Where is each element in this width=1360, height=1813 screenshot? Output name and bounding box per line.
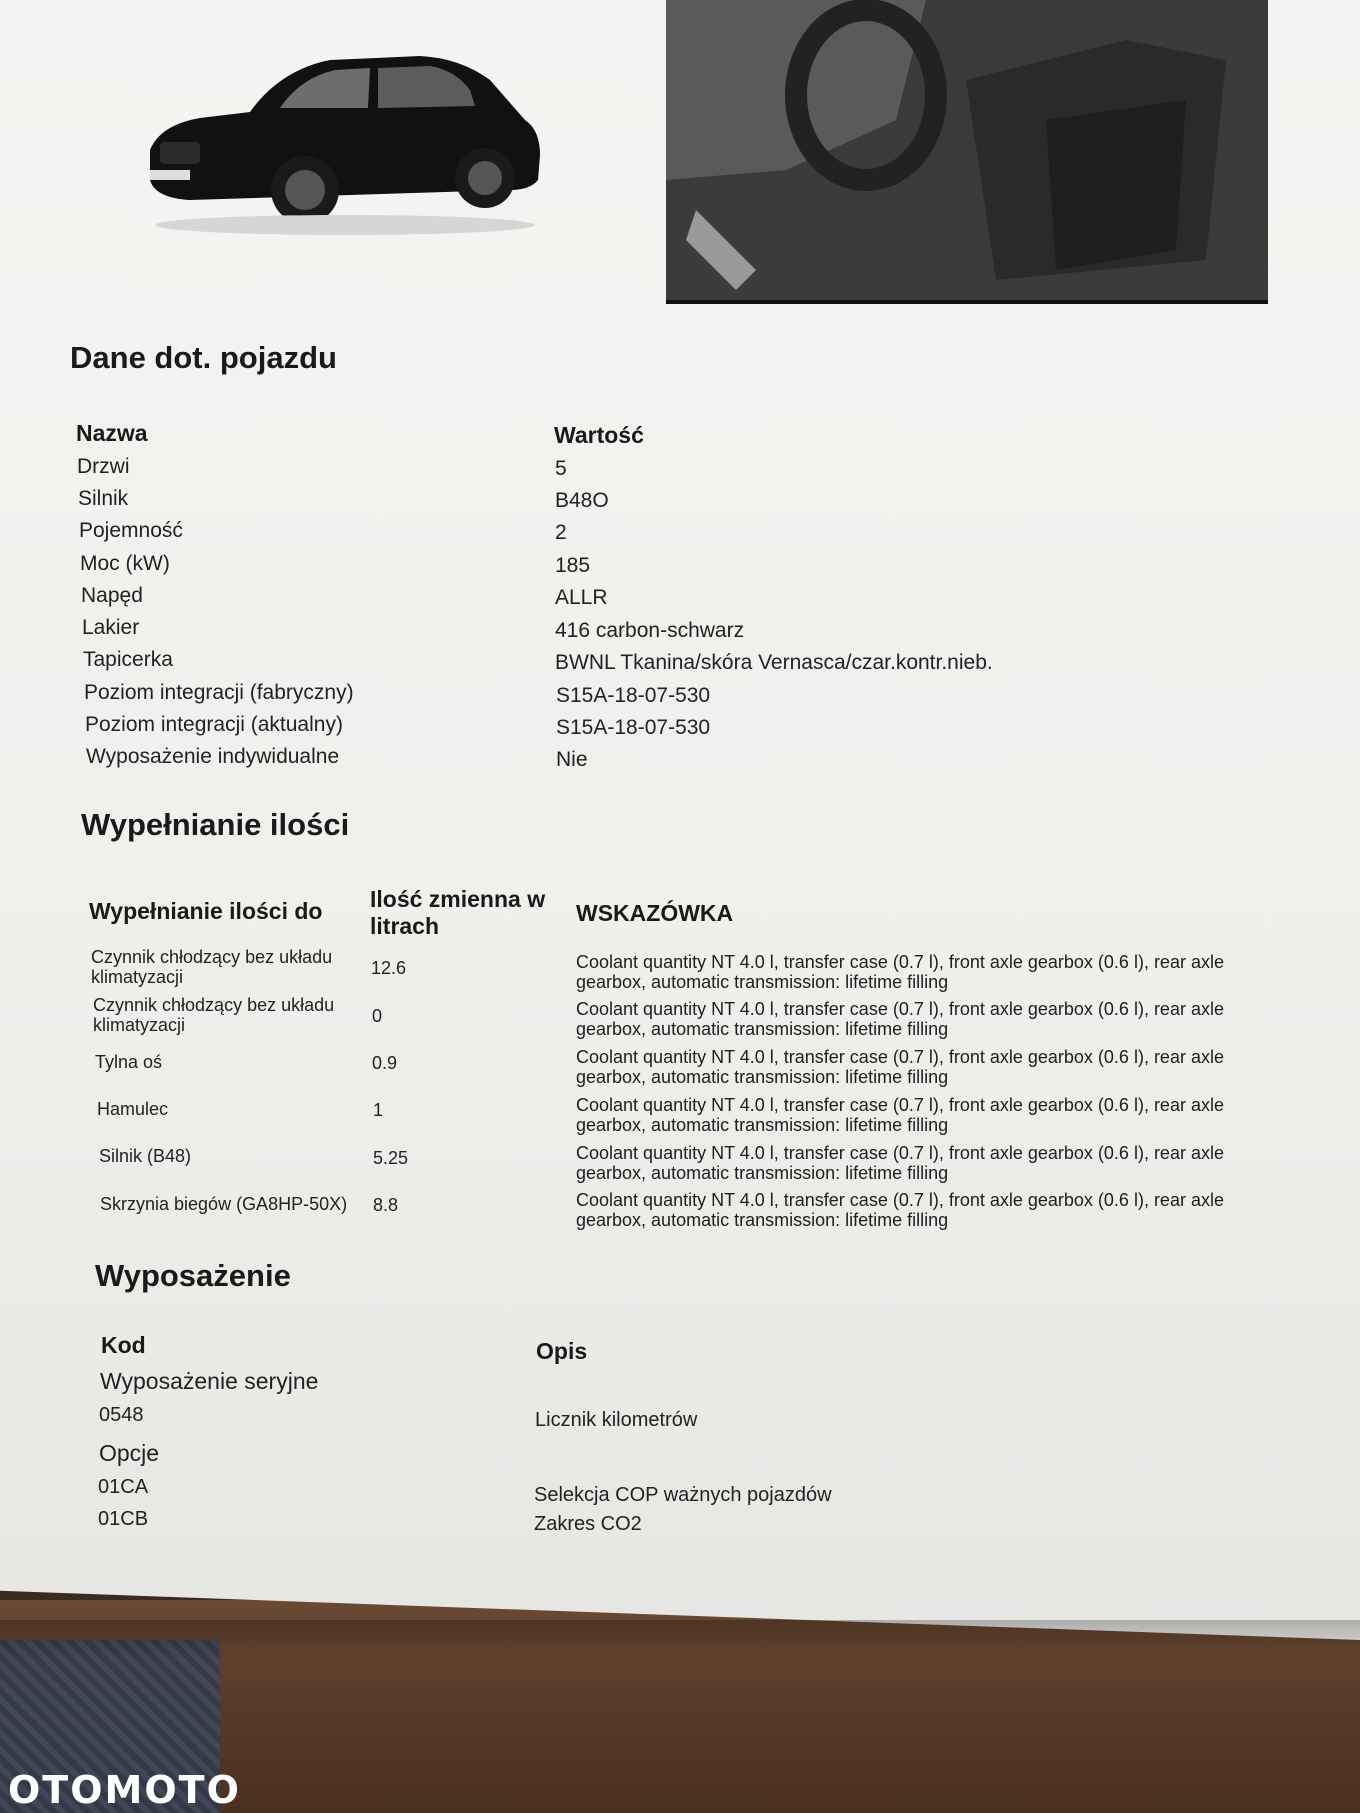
fluid-quantity: 5.25 bbox=[373, 1148, 409, 1168]
vehicle-row-name: Drzwi bbox=[77, 455, 130, 478]
column-header-quantity bbox=[370, 886, 545, 940]
fluid-item: Hamulec bbox=[97, 1099, 169, 1119]
fluid-quantity: 8.8 bbox=[373, 1195, 399, 1215]
vehicle-row-value: ALLR bbox=[555, 586, 608, 609]
fluid-hint-line1: Coolant quantity NT 4.0 l, transfer case (0.7 l), front axle gearbox (0.6 l), rear axle bbox=[576, 1190, 1224, 1210]
fluid-hint-line1: Coolant quantity NT 4.0 l, transfer case (0.7 l), front axle gearbox (0.6 l), rear axle bbox=[576, 1047, 1224, 1067]
vehicle-row-name: Tapicerka bbox=[83, 648, 173, 671]
page-shadow bbox=[0, 1620, 1360, 1660]
equipment-group-options: Opcje bbox=[99, 1440, 160, 1466]
fluid-hint bbox=[576, 1190, 1276, 1230]
equipment-description: Selekcja COP ważnych pojazdów bbox=[534, 1484, 832, 1506]
fluid-hint-line1: Coolant quantity NT 4.0 l, transfer case (0.7 l), front axle gearbox (0.6 l), rear axle bbox=[576, 1095, 1224, 1115]
vehicle-row-name: Silnik bbox=[78, 487, 129, 510]
equipment-description: Zakres CO2 bbox=[534, 1513, 642, 1535]
fluid-quantity: 0 bbox=[372, 1006, 383, 1026]
section-title-vehicle: Dane dot. pojazdu bbox=[70, 340, 337, 375]
vehicle-row-name: Moc (kW) bbox=[80, 552, 170, 575]
fluid-item: Tylna oś bbox=[95, 1052, 163, 1072]
column-header-quantity-line1: Ilość zmienna w bbox=[370, 886, 546, 912]
fluid-item-line1: Czynnik chłodzący bez układu bbox=[91, 947, 333, 967]
column-header-description: Opis bbox=[536, 1338, 588, 1364]
fluid-hint-line2: gearbox, automatic transmission: lifetime filling bbox=[576, 1210, 949, 1230]
vehicle-row-value: 2 bbox=[555, 521, 567, 544]
fluid-item: Skrzynia biegów (GA8HP-50X) bbox=[100, 1194, 348, 1214]
vehicle-row-name: Poziom integracji (aktualny) bbox=[85, 713, 343, 736]
fluid-quantity: 1 bbox=[373, 1100, 384, 1120]
equipment-description: Licznik kilometrów bbox=[535, 1409, 698, 1431]
column-header-code: Kod bbox=[101, 1332, 146, 1358]
vehicle-row-value: BWNL Tkanina/skóra Vernasca/czar.kontr.nieb. bbox=[555, 651, 993, 674]
fluid-hint bbox=[576, 1095, 1276, 1135]
fluid-hint bbox=[576, 1047, 1276, 1087]
fluid-item-line2: klimatyzacji bbox=[93, 1015, 186, 1035]
fluid-item-line1: Czynnik chłodzący bez układu bbox=[93, 995, 335, 1015]
fluid-item: Silnik (B48) bbox=[99, 1146, 192, 1166]
fluid-hint bbox=[576, 952, 1276, 992]
interior-photo bbox=[666, 0, 1268, 304]
vehicle-row-name: Napęd bbox=[81, 584, 143, 607]
vehicle-row-name: Poziom integracji (fabryczny) bbox=[84, 681, 354, 704]
column-header-hint: WSKAZÓWKA bbox=[576, 900, 734, 926]
fluid-quantity: 12.6 bbox=[371, 958, 407, 978]
equipment-code: 01CA bbox=[98, 1476, 149, 1498]
vehicle-row-name: Pojemność bbox=[79, 519, 183, 542]
column-header-fill: Wypełnianie ilości do bbox=[89, 898, 323, 924]
fluid-hint-line1: Coolant quantity NT 4.0 l, transfer case (0.7 l), front axle gearbox (0.6 l), rear axle bbox=[576, 999, 1224, 1019]
column-header-name: Nazwa bbox=[76, 420, 148, 446]
fluid-hint-line1: Coolant quantity NT 4.0 l, transfer case (0.7 l), front axle gearbox (0.6 l), rear axle bbox=[576, 1143, 1224, 1163]
equipment-code: 0548 bbox=[99, 1404, 144, 1426]
equipment-code: 01CB bbox=[98, 1508, 149, 1530]
fluid-quantity: 0.9 bbox=[372, 1053, 398, 1073]
vehicle-row-value: Nie bbox=[556, 748, 588, 771]
section-title-equipment: Wyposażenie bbox=[95, 1258, 291, 1293]
section-title-fluids: Wypełnianie ilości bbox=[81, 807, 350, 842]
fluid-hint-line2: gearbox, automatic transmission: lifetime filling bbox=[576, 1067, 949, 1087]
fluid-hint bbox=[576, 1143, 1276, 1183]
vehicle-row-name: Wyposażenie indywidualne bbox=[86, 745, 340, 768]
vehicle-row-value: 416 carbon-schwarz bbox=[555, 619, 745, 642]
car-photo bbox=[130, 30, 560, 245]
vehicle-row-value: S15A-18-07-530 bbox=[556, 684, 711, 707]
vehicle-row-value: 5 bbox=[555, 457, 567, 480]
fluid-hint-line1: Coolant quantity NT 4.0 l, transfer case (0.7 l), front axle gearbox (0.6 l), rear axle bbox=[576, 952, 1224, 972]
fluid-hint-line2: gearbox, automatic transmission: lifetime filling bbox=[576, 1019, 949, 1039]
fluid-item bbox=[91, 947, 332, 987]
fluid-hint-line2: gearbox, automatic transmission: lifetime filling bbox=[576, 1163, 949, 1183]
fluid-item-line2: klimatyzacji bbox=[91, 967, 184, 987]
vehicle-row-value: S15A-18-07-530 bbox=[556, 716, 711, 739]
fluid-hint bbox=[576, 999, 1276, 1039]
fluid-hint-line2: gearbox, automatic transmission: lifetime filling bbox=[576, 1115, 949, 1135]
column-header-quantity-line2: litrach bbox=[370, 913, 440, 939]
equipment-group-standard: Wyposażenie seryjne bbox=[100, 1368, 319, 1394]
otomoto-watermark: OTOMOTO bbox=[8, 1768, 241, 1812]
vehicle-row-value: B48O bbox=[555, 489, 609, 512]
fluid-item bbox=[93, 995, 334, 1035]
vehicle-row-name: Lakier bbox=[82, 616, 140, 639]
column-header-value: Wartość bbox=[554, 422, 644, 448]
fluid-hint-line2: gearbox, automatic transmission: lifetime filling bbox=[576, 972, 949, 992]
vehicle-row-value: 185 bbox=[555, 554, 591, 577]
